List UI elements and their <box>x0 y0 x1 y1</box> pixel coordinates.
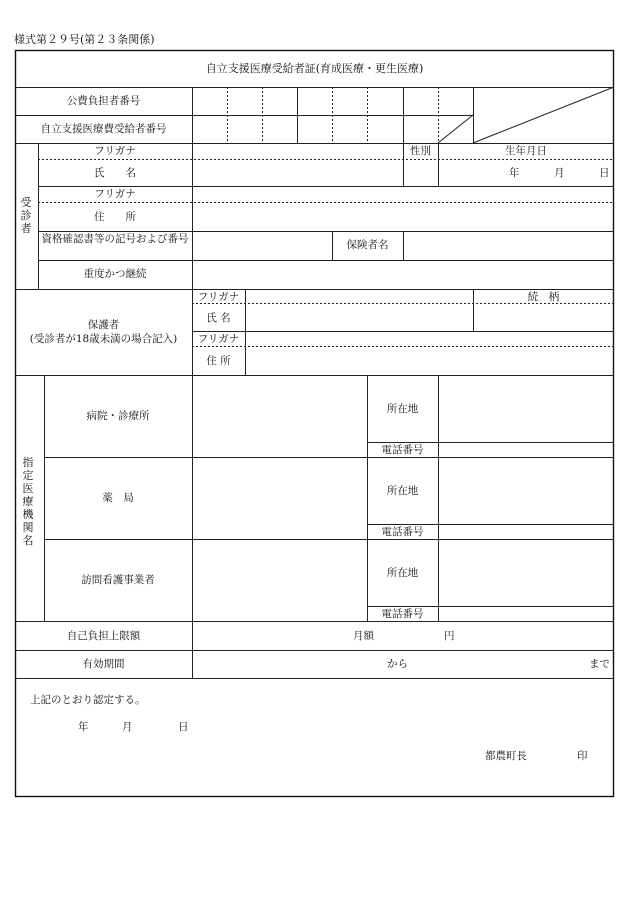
limit-monthly: 月額 <box>353 630 374 642</box>
patient-address-furigana-label: フリガナ <box>94 188 136 200</box>
patient-sex-label: 性別 <box>410 145 431 157</box>
limit-yen: 円 <box>444 630 455 642</box>
recipient-number-label: 自立支援医療費受給者番号 <box>40 123 167 135</box>
certification-month: 月 <box>122 721 133 733</box>
institution-pharmacy-location-label: 所在地 <box>386 485 419 497</box>
certification-year: 年 <box>78 721 89 733</box>
form-title: 自立支援医療受給者証(育成医療・更生医療) <box>205 62 424 75</box>
patient-severe-label: 重度かつ継続 <box>83 268 147 280</box>
patient-name-label: 氏 名 <box>94 167 136 179</box>
patient-insurance-label: 資格確認書等の記号および番号 <box>41 233 189 245</box>
institution-hospital-phone-label: 電話番号 <box>381 444 424 456</box>
guardian-address-label: 住 所 <box>206 355 231 367</box>
form-number: 様式第２９号(第２３条関係) <box>14 33 155 46</box>
institution-pharmacy-phone-label: 電話番号 <box>381 526 424 538</box>
guardian-relation-label: 続 柄 <box>527 291 560 303</box>
guardian-furigana2-label: フリガナ <box>197 333 240 345</box>
institutions-section-label: 指定医療機関名 <box>22 456 34 547</box>
institution-nursing-location-label: 所在地 <box>386 567 419 579</box>
patient-address-label: 住 所 <box>94 211 136 223</box>
guardian-title: 保護者 <box>87 319 120 331</box>
certification-day: 日 <box>178 721 189 733</box>
patient-furigana-label: フリガナ <box>94 145 136 157</box>
patient-insurer-label: 保険者名 <box>346 239 389 251</box>
validity-to: まで <box>589 658 610 670</box>
mayor-title: 都農町長 <box>485 750 527 762</box>
guardian-note: (受診者が18歳未満の場合記入) <box>29 333 178 345</box>
guardian-furigana-label: フリガナ <box>197 291 240 303</box>
validity-from: から <box>387 658 408 670</box>
patient-birth-month: 月 <box>554 167 565 179</box>
institution-nursing-name: 訪問看護事業者 <box>81 574 155 586</box>
certification-statement: 上記のとおり認定する。 <box>30 694 146 706</box>
patient-section-label: 受診者 <box>20 196 32 235</box>
patient-birth-label: 生年月日 <box>505 145 547 157</box>
payer-number-label: 公費負担者番号 <box>66 95 141 107</box>
patient-birth-day: 日 <box>599 167 610 179</box>
institution-nursing-phone-label: 電話番号 <box>381 608 424 620</box>
institution-pharmacy-name: 薬 局 <box>102 492 134 504</box>
institution-hospital-name: 病院・診療所 <box>86 410 150 422</box>
limit-label: 自己負担上限額 <box>66 630 141 642</box>
guardian-name-label: 氏 名 <box>206 312 231 324</box>
institution-hospital-location-label: 所在地 <box>386 403 419 415</box>
validity-label: 有効期間 <box>82 658 125 670</box>
seal-mark: 印 <box>577 750 588 762</box>
patient-birth-year: 年 <box>509 167 520 179</box>
